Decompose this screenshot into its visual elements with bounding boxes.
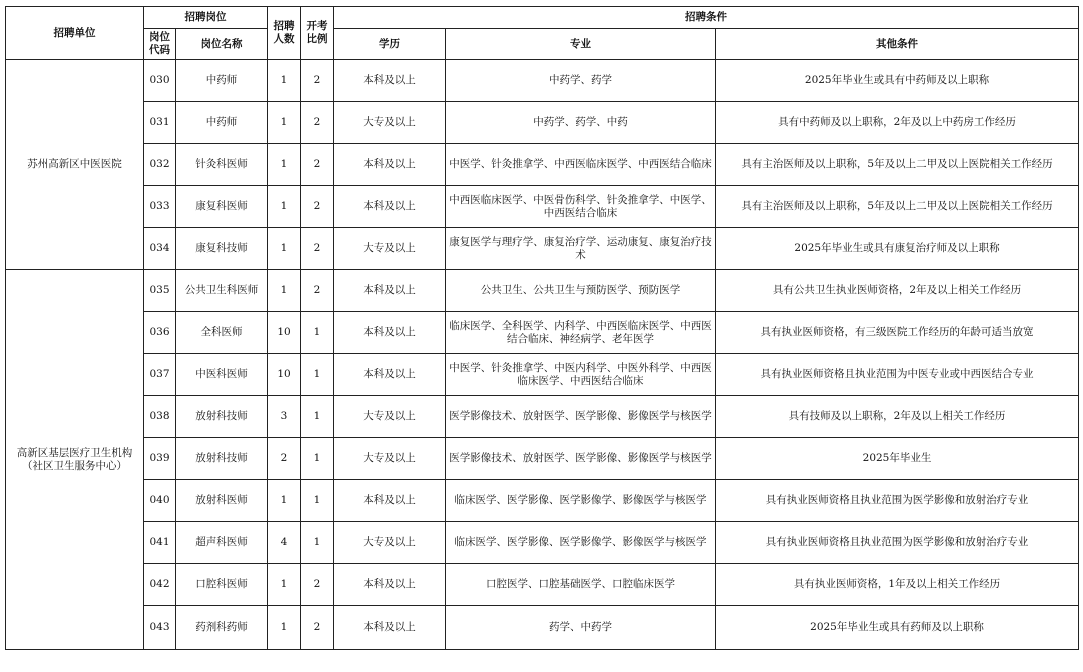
header-position-group: 招聘岗位 (144, 7, 268, 29)
ratio-cell: 2 (301, 102, 334, 144)
table-row (6, 564, 1079, 606)
education-cell: 本科及以上 (334, 270, 446, 312)
position-name-cell: 放射科医师 (176, 480, 268, 522)
position-name-cell: 全科医师 (176, 312, 268, 354)
position-name-cell: 口腔科医师 (176, 564, 268, 606)
position-code-cell: 041 (144, 522, 176, 564)
header-position-code: 岗位代码 (144, 29, 176, 60)
other-conditions-cell: 2025年毕业生或具有康复治疗师及以上职称 (716, 228, 1079, 270)
education-cell: 大专及以上 (334, 522, 446, 564)
table-body (6, 60, 1079, 650)
major-cell: 康复医学与理疗学、康复治疗学、运动康复、康复治疗技术 (446, 228, 716, 270)
other-conditions-cell: 2025年毕业生 (716, 438, 1079, 480)
major-cell: 中西医临床医学、中医骨伤科学、针灸推拿学、中医学、中西医结合临床 (446, 186, 716, 228)
headcount-cell: 1 (268, 606, 301, 650)
other-conditions-cell: 具有中药师及以上职称，2年及以上中药房工作经历 (716, 102, 1079, 144)
other-conditions-cell: 具有执业医师资格，1年及以上相关工作经历 (716, 564, 1079, 606)
position-code-cell: 030 (144, 60, 176, 102)
other-conditions-cell: 具有执业医师资格且执业范围为中医专业或中西医结合专业 (716, 354, 1079, 396)
position-code-cell: 038 (144, 396, 176, 438)
position-name-cell: 药剂科药师 (176, 606, 268, 650)
headcount-cell: 1 (268, 60, 301, 102)
major-cell: 药学、中药学 (446, 606, 716, 650)
major-cell: 临床医学、医学影像、医学影像学、影像医学与核医学 (446, 480, 716, 522)
major-cell: 临床医学、全科医学、内科学、中西医临床医学、中西医结合临床、神经病学、老年医学 (446, 312, 716, 354)
position-name-cell: 针灸科医师 (176, 144, 268, 186)
position-code-cell: 032 (144, 144, 176, 186)
table-row (6, 186, 1079, 228)
position-name-cell: 中医科医师 (176, 354, 268, 396)
ratio-cell: 2 (301, 228, 334, 270)
ratio-cell: 2 (301, 564, 334, 606)
ratio-cell: 1 (301, 354, 334, 396)
header-conditions-group: 招聘条件 (334, 7, 1079, 29)
table-row (6, 438, 1079, 480)
major-cell: 中医学、针灸推拿学、中西医临床医学、中西医结合临床 (446, 144, 716, 186)
table-row (6, 144, 1079, 186)
ratio-cell: 1 (301, 438, 334, 480)
position-code-cell: 043 (144, 606, 176, 650)
table-row (6, 522, 1079, 564)
header-headcount: 招聘人数 (268, 7, 301, 60)
headcount-cell: 1 (268, 102, 301, 144)
ratio-cell: 2 (301, 270, 334, 312)
position-code-cell: 042 (144, 564, 176, 606)
headcount-cell: 1 (268, 480, 301, 522)
education-cell: 本科及以上 (334, 60, 446, 102)
headcount-cell: 1 (268, 270, 301, 312)
recruitment-table (5, 6, 1079, 650)
position-code-cell: 031 (144, 102, 176, 144)
headcount-cell: 1 (268, 144, 301, 186)
other-conditions-cell: 2025年毕业生或具有中药师及以上职称 (716, 60, 1079, 102)
position-code-cell: 039 (144, 438, 176, 480)
table-row (6, 228, 1079, 270)
other-conditions-cell: 2025年毕业生或具有药师及以上职称 (716, 606, 1079, 650)
table-row (6, 480, 1079, 522)
ratio-cell: 2 (301, 606, 334, 650)
major-cell: 公共卫生、公共卫生与预防医学、预防医学 (446, 270, 716, 312)
education-cell: 本科及以上 (334, 480, 446, 522)
header-other: 其他条件 (716, 29, 1079, 60)
position-code-cell: 037 (144, 354, 176, 396)
other-conditions-cell: 具有技师及以上职称，2年及以上相关工作经历 (716, 396, 1079, 438)
other-conditions-cell: 具有主治医师及以上职称，5年及以上二甲及以上医院相关工作经历 (716, 186, 1079, 228)
header-ratio: 开考比例 (301, 7, 334, 60)
table-row (6, 270, 1079, 312)
position-code-cell: 035 (144, 270, 176, 312)
education-cell: 本科及以上 (334, 144, 446, 186)
headcount-cell: 10 (268, 312, 301, 354)
education-cell: 本科及以上 (334, 564, 446, 606)
table-row (6, 606, 1079, 650)
table-row (6, 102, 1079, 144)
ratio-cell: 2 (301, 186, 334, 228)
major-cell: 医学影像技术、放射医学、医学影像、影像医学与核医学 (446, 438, 716, 480)
other-conditions-cell: 具有主治医师及以上职称，5年及以上二甲及以上医院相关工作经历 (716, 144, 1079, 186)
education-cell: 本科及以上 (334, 312, 446, 354)
ratio-cell: 1 (301, 522, 334, 564)
headcount-cell: 1 (268, 564, 301, 606)
headcount-cell: 1 (268, 228, 301, 270)
header-position-name: 岗位名称 (176, 29, 268, 60)
ratio-cell: 2 (301, 144, 334, 186)
unit-name-cell: 高新区基层医疗卫生机构（社区卫生服务中心） (6, 270, 144, 650)
other-conditions-cell: 具有执业医师资格且执业范围为医学影像和放射治疗专业 (716, 480, 1079, 522)
major-cell: 临床医学、医学影像、医学影像学、影像医学与核医学 (446, 522, 716, 564)
education-cell: 大专及以上 (334, 228, 446, 270)
header-major: 专业 (446, 29, 716, 60)
headcount-cell: 1 (268, 186, 301, 228)
ratio-cell: 1 (301, 396, 334, 438)
position-name-cell: 康复科技师 (176, 228, 268, 270)
position-name-cell: 放射科技师 (176, 438, 268, 480)
major-cell: 中药学、药学 (446, 60, 716, 102)
ratio-cell: 2 (301, 60, 334, 102)
other-conditions-cell: 具有公共卫生执业医师资格，2年及以上相关工作经历 (716, 270, 1079, 312)
headcount-cell: 3 (268, 396, 301, 438)
major-cell: 医学影像技术、放射医学、医学影像、影像医学与核医学 (446, 396, 716, 438)
position-name-cell: 放射科技师 (176, 396, 268, 438)
position-name-cell: 中药师 (176, 60, 268, 102)
education-cell: 大专及以上 (334, 102, 446, 144)
position-code-cell: 036 (144, 312, 176, 354)
table-row (6, 312, 1079, 354)
header-unit: 招聘单位 (6, 7, 144, 60)
position-code-cell: 040 (144, 480, 176, 522)
position-code-cell: 033 (144, 186, 176, 228)
ratio-cell: 1 (301, 312, 334, 354)
major-cell: 口腔医学、口腔基础医学、口腔临床医学 (446, 564, 716, 606)
table-row (6, 60, 1079, 102)
education-cell: 本科及以上 (334, 606, 446, 650)
headcount-cell: 2 (268, 438, 301, 480)
position-name-cell: 中药师 (176, 102, 268, 144)
education-cell: 本科及以上 (334, 186, 446, 228)
major-cell: 中药学、药学、中药 (446, 102, 716, 144)
education-cell: 本科及以上 (334, 354, 446, 396)
position-name-cell: 超声科医师 (176, 522, 268, 564)
education-cell: 大专及以上 (334, 396, 446, 438)
table-row (6, 396, 1079, 438)
major-cell: 中医学、针灸推拿学、中医内科学、中医外科学、中西医临床医学、中西医结合临床 (446, 354, 716, 396)
position-code-cell: 034 (144, 228, 176, 270)
headcount-cell: 10 (268, 354, 301, 396)
other-conditions-cell: 具有执业医师资格且执业范围为医学影像和放射治疗专业 (716, 522, 1079, 564)
table-row (6, 354, 1079, 396)
ratio-cell: 1 (301, 480, 334, 522)
education-cell: 大专及以上 (334, 438, 446, 480)
header-education: 学历 (334, 29, 446, 60)
position-name-cell: 康复科医师 (176, 186, 268, 228)
position-name-cell: 公共卫生科医师 (176, 270, 268, 312)
unit-name-cell: 苏州高新区中医医院 (6, 60, 144, 270)
other-conditions-cell: 具有执业医师资格，有三级医院工作经历的年龄可适当放宽 (716, 312, 1079, 354)
headcount-cell: 4 (268, 522, 301, 564)
